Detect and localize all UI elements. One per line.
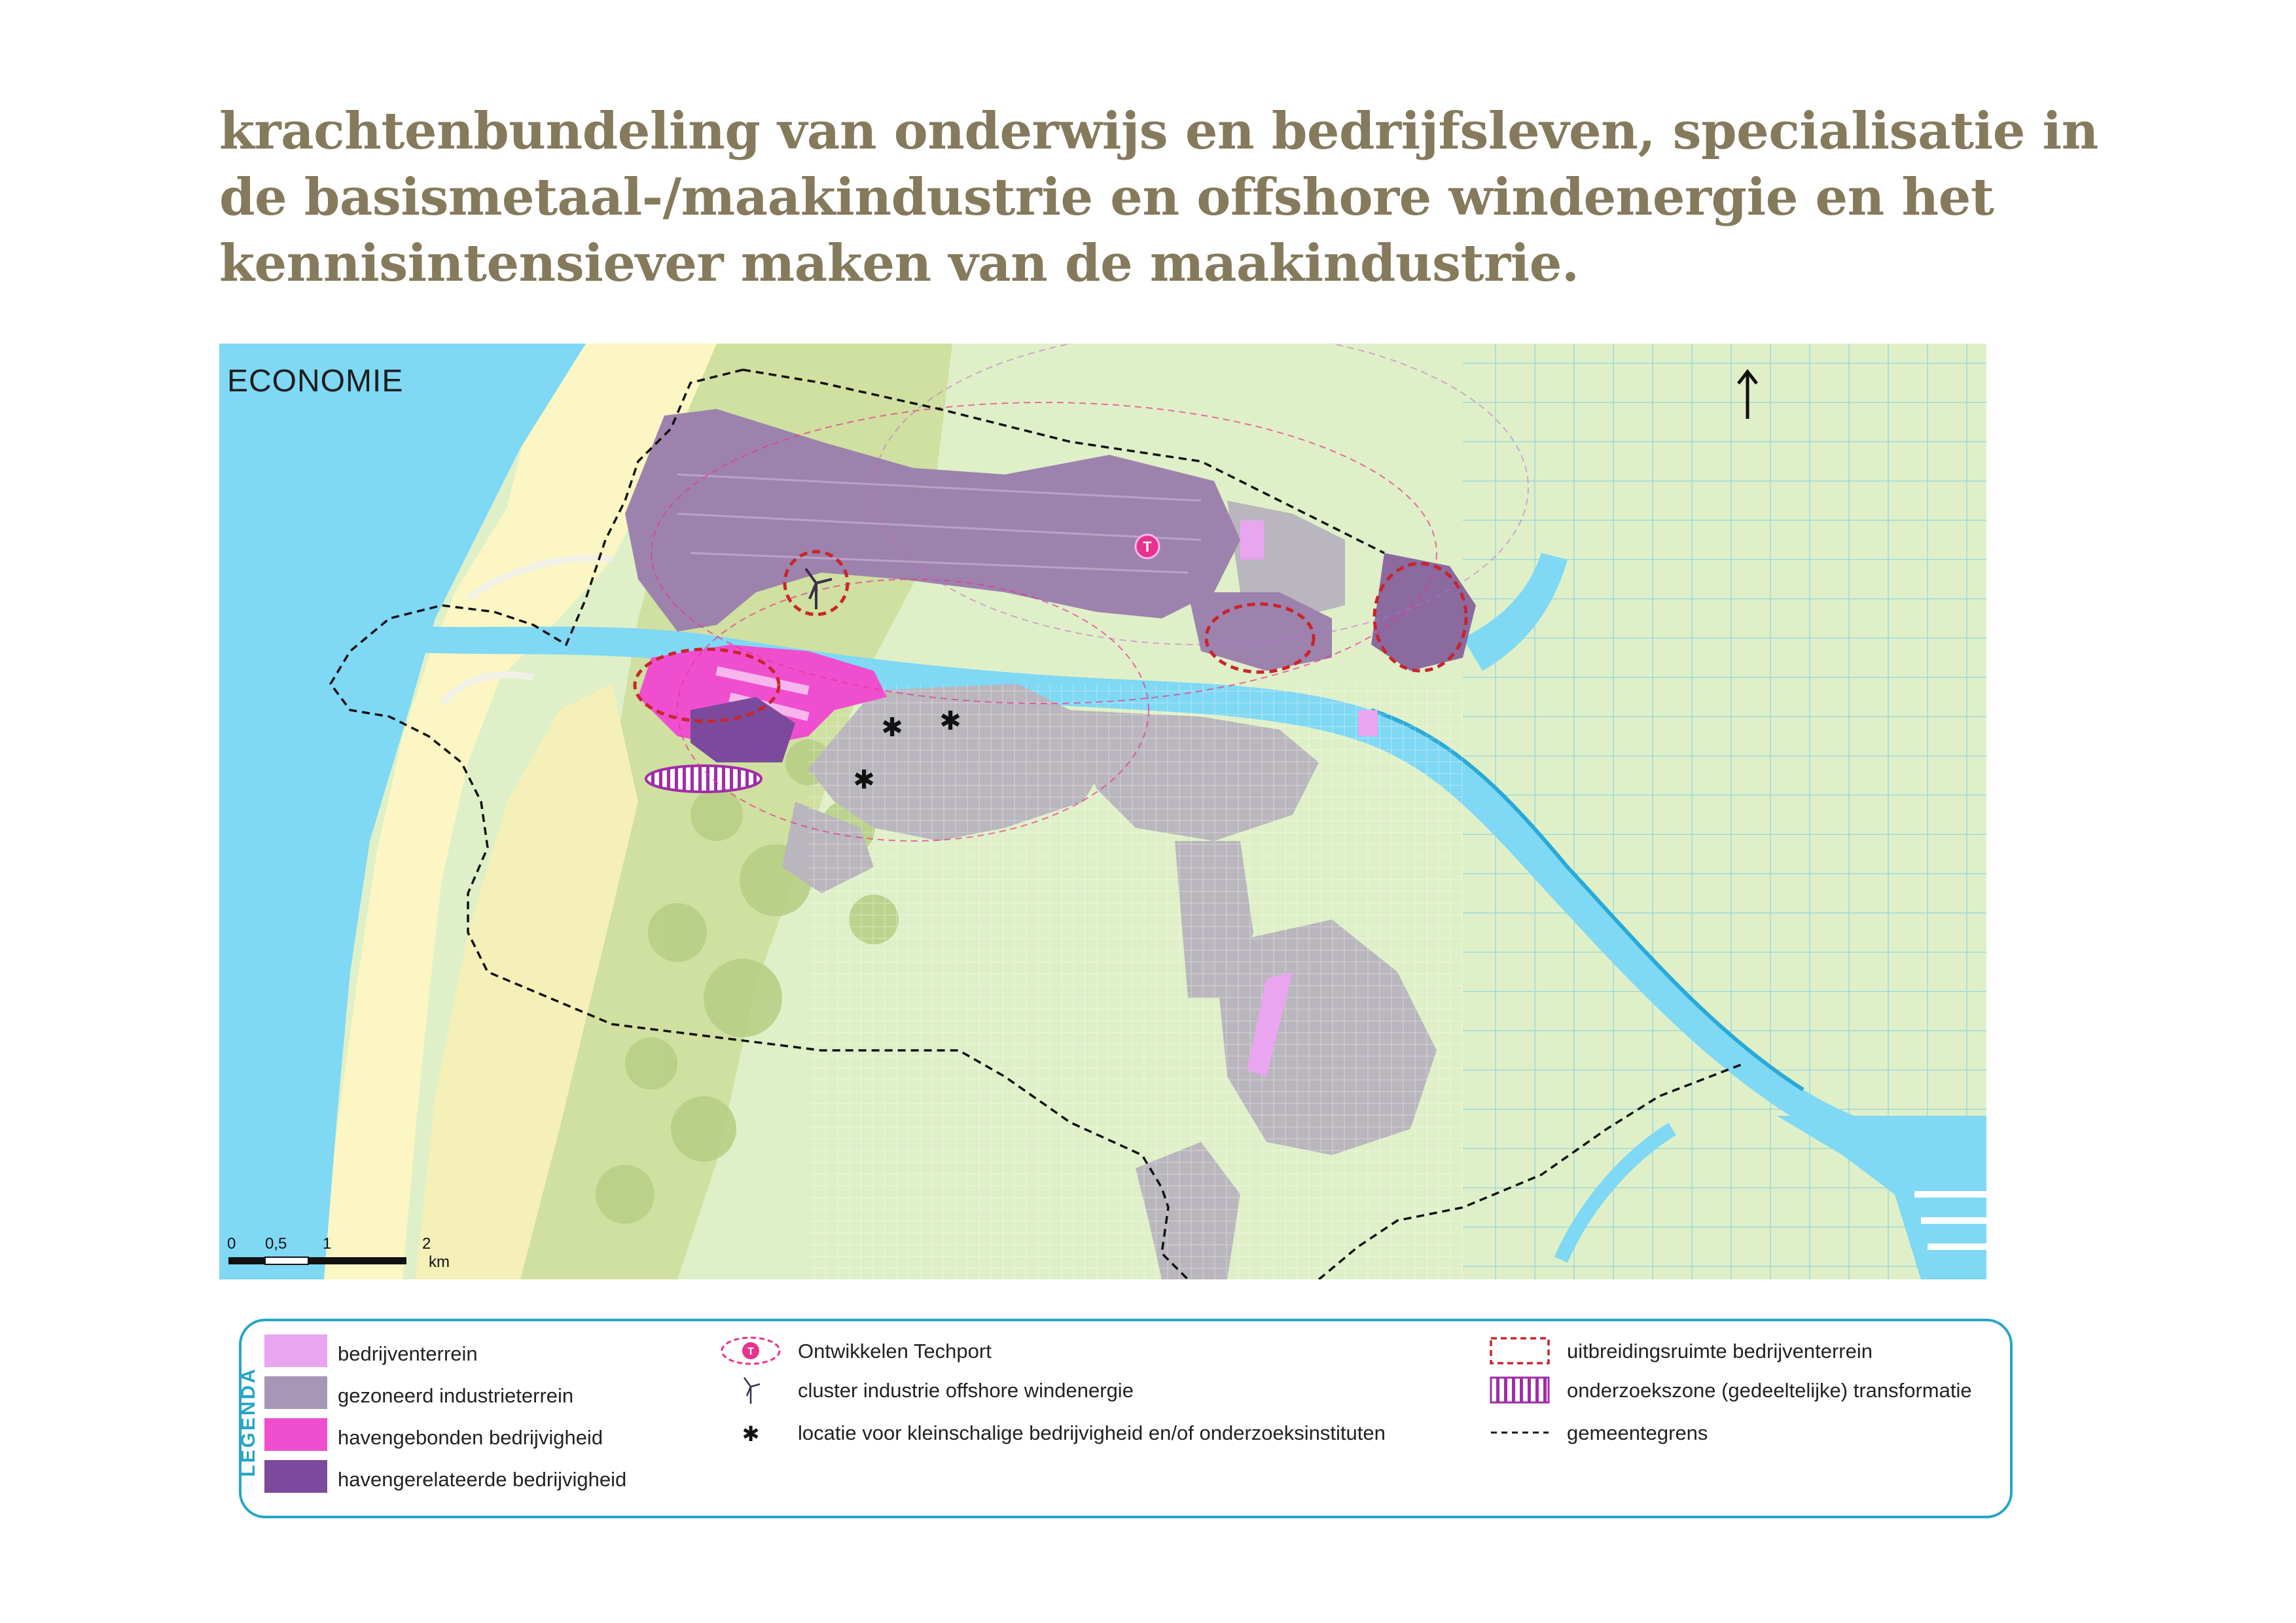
scale-bar [228,1257,406,1264]
economy-map[interactable] [219,344,1986,1279]
legend-item-expansion [1488,1334,2077,1374]
legend-label: cluster industrie offshore windenergie [798,1379,1134,1402]
legend-label: gezoneerd industrieterrein [338,1384,574,1407]
scale-unit: km [429,1253,450,1271]
svg-text:T: T [1143,539,1152,555]
legend-label: onderzoekszone (gedeeltelijke) transformatie [1567,1379,1972,1402]
dashed-line-icon [1488,1416,1551,1449]
swatch-zoned-industrial [264,1376,327,1409]
heading-line-2: de basismetaal-/maakindustrie en offshore windenergie en het [219,168,1994,227]
scale-label-0: 0 [227,1235,236,1253]
scale-label-0-5: 0,5 [265,1235,287,1253]
legend-label: havengerelateerde bedrijvigheid [338,1468,627,1491]
legend-label: havengebonden bedrijvigheid [338,1426,603,1449]
legend-item-small-business [719,1416,1570,1455]
asterisk-icon [719,1416,782,1449]
business-terrain-2 [1358,710,1378,736]
heading-line-1: krachtenbundeling van onderwijs en bedrijfsleven, specialisatie in [219,101,2098,161]
map-canvas [219,344,1986,1279]
heading-line-3: kennisintensiever maken van de maakindustrie. [219,234,1579,293]
business-terrain-1 [1240,520,1264,560]
scale-label-1: 1 [323,1235,332,1253]
swatch-port-related [264,1460,327,1493]
swatch-business-terrain [264,1334,327,1367]
legend-title: LEGENDA [238,1367,259,1477]
legend-item-techport [719,1334,1570,1374]
urban-street-texture [808,684,1463,1279]
legend-item-wind-cluster [719,1374,1570,1413]
svg-text:✱: ✱ [853,765,875,795]
research-transformation-zone [646,766,761,792]
svg-text:✱: ✱ [939,706,961,736]
legend-label: locatie voor kleinschalige bedrijvigheid en/of onderzoeksinstituten [798,1421,1386,1444]
legend-label: gemeentegrens [1567,1421,1708,1444]
wind-turbine-icon [719,1374,782,1406]
red-dashed-rect-icon [1488,1334,1551,1367]
legend-label: Ontwikkelen Techport [798,1340,992,1363]
legend-item-research-zone [1488,1374,2077,1413]
legend-item-havengerelateerd [264,1460,853,1499]
scale-label-2: 2 [422,1235,431,1253]
north-arrow-icon [1734,366,1761,425]
svg-text:✱: ✱ [881,713,903,743]
techport-icon [1136,535,1159,558]
svg-text:✱: ✱ [742,1421,760,1446]
map-title: ECONOMIE [227,364,404,399]
swatch-port-bound [264,1418,327,1451]
legend-label: uitbreidingsruimte bedrijventerrein [1567,1340,1873,1363]
legend-item-municipal-border [1488,1416,2077,1455]
legend-label: bedrijventerrein [338,1342,478,1365]
legend-panel [239,1319,2013,1518]
hatched-rect-icon [1488,1374,1551,1406]
svg-text:T: T [747,1346,754,1357]
techport-icon [719,1334,782,1367]
page-heading [219,98,2117,296]
